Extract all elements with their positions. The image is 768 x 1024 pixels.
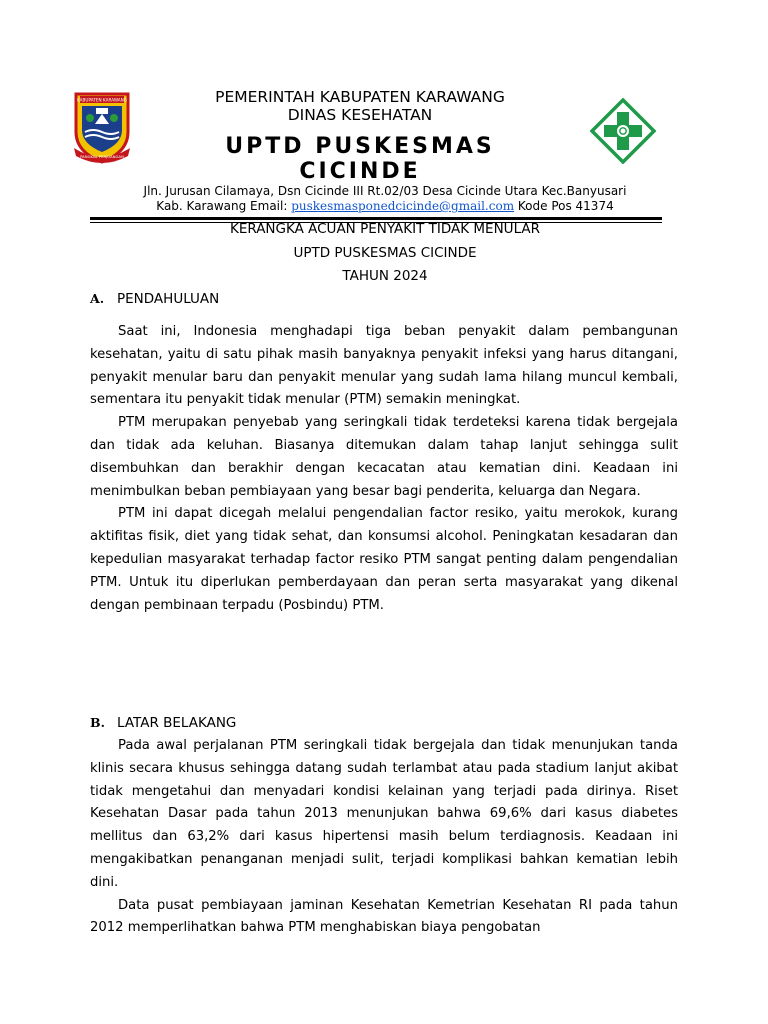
document-year: TAHUN 2024	[342, 268, 428, 284]
paragraph: Saat ini, Indonesia menghadapi tiga beban penyakit dalam pembangunan kesehatan, yaitu di satu pihak masih banyaknya penyakit infeksi yang harus ditangani, penyakit menular baru dan penyakit menular yang sudah lama hilang muncul kembali, sementara itu penyakit tidak menular (PTM) semakin meningkat.	[90, 324, 678, 408]
crest-top-text: KABUPATEN KARAWANG	[76, 97, 128, 103]
section-title: LATAR BELAKANG	[117, 715, 237, 731]
paragraph: Pada awal perjalanan PTM seringkali tidak bergejala dan tidak menunjukan tanda klinis secara khusus sehingga datang sudah terlambat atau pada stadium lanjut akibat tidak mengetahui dan menyadari kondisi kelainan yang terjadi pada dirinya. Riset Kesehatan Dasar pada tahun 2013 menunjukan bahwa 69,6% dari kasus diabetes mellitus dan 63,2% dari kasus hipertensi masih belum terdiagnosis. Keadaan ini mengakibatkan penanganan menjadi sulit, terjadi komplikasi bahkan kematian lebih dini.	[90, 738, 678, 890]
section-body-pendahuluan	[90, 321, 678, 617]
institution-name: UPTD PUSKESMAS CICINDE	[225, 134, 495, 184]
postal-code: Kode Pos 41374	[514, 199, 614, 213]
department-name: DINAS KESEHATAN	[287, 106, 433, 124]
section-heading-latar-belakang	[90, 714, 236, 732]
contact-line	[90, 199, 680, 214]
address-line: Jln. Jurusan Cilamaya, Dsn Cicinde III Rt.02/03 Desa Cicinde Utara Kec.Banyusari	[143, 184, 627, 198]
section-heading-pendahuluan	[90, 290, 219, 308]
paragraph: PTM merupakan penyebab yang seringkali tidak terdeteksi karena tidak bergejala dan tidak ada keluhan. Biasanya ditemukan dalam tahap lanjut sehingga sulit disembuhkan dan berakhir dengan kecacatan atau kematian dini. Keadaan ini menimbulkan beban pembiayaan yang besar bagi penderita, keluarga dan Negara.	[90, 415, 678, 499]
crest-ribbon-text: PANGKAL PERJUANGAN	[80, 154, 124, 159]
section-body-latar-belakang	[90, 735, 678, 940]
paragraph: Data pusat pembiayaan jaminan Kesehatan Kemetrian Kesehatan RI pada tahun 2012 memperlihatkan bahwa PTM menghabiskan biaya pengobatan	[90, 897, 678, 936]
letterhead-divider-thick	[90, 217, 662, 220]
section-letter: A.	[90, 291, 105, 306]
puskesmas-green-cross-icon	[590, 98, 656, 164]
email-link[interactable]: puskesmasponedcicinde@gmail.com	[291, 199, 515, 213]
section-letter: B.	[90, 715, 105, 730]
contact-prefix: Kab. Karawang Email:	[156, 199, 292, 213]
document-title: KERANGKA ACUAN PENYAKIT TIDAK MENULAR	[229, 221, 541, 237]
karawang-regency-crest-icon	[72, 86, 132, 164]
paragraph: PTM ini dapat dicegah melalui pengendalian factor resiko, yaitu merokok, kurang aktifitas fisik, diet yang tidak sehat, dan konsumsi alcohol. Peningkatan kesadaran dan kepedulian masyarakat terhadap factor resiko PTM sangat penting dalam pengendalian PTM. Untuk itu diperlukan pemberdayaan dan peran serta masyarakat yang dikenal dengan pembinaan terpadu (Posbindu) PTM.	[90, 506, 678, 613]
government-name: PEMERINTAH KABUPATEN KARAWANG	[215, 88, 505, 106]
document-subtitle: UPTD PUSKESMAS CICINDE	[293, 245, 477, 261]
section-title: PENDAHULUAN	[117, 291, 220, 307]
